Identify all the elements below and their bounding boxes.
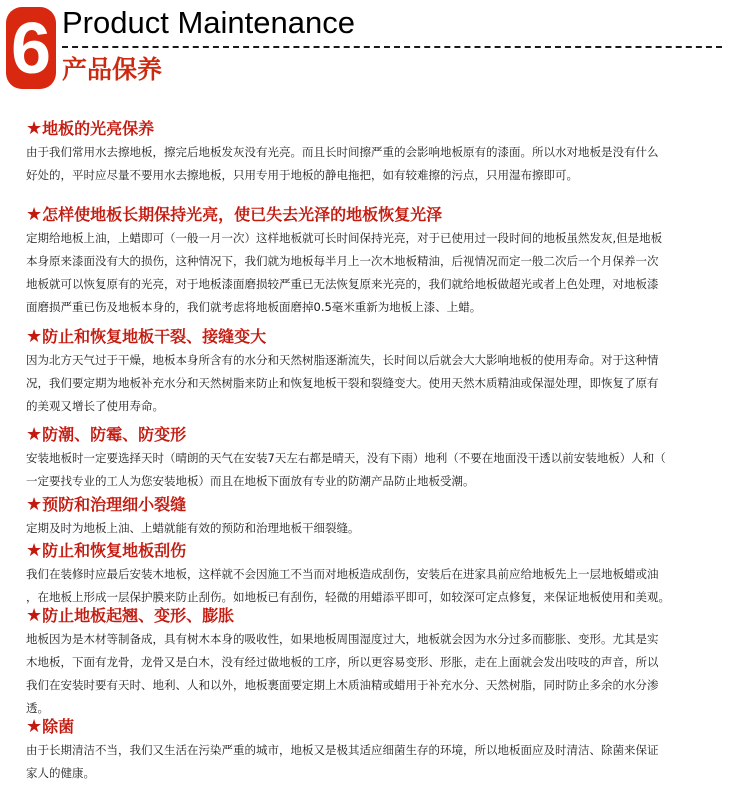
section-moisture-proof: [26, 424, 748, 493]
section-sterilization: [26, 716, 748, 785]
section-heading: [26, 540, 748, 562]
section-scratches: [26, 540, 748, 609]
section-body: 因为北方天气过于干燥，地板本身所含有的水分和天然树脂逐渐流失，长时间以后就会大大影响地板的使用寿命。对于这种情 况，我们要定期为地板补充水分和天然树脂来防止和恢复地板干裂和裂缝变大。使用天然木质精油或保湿处理，即恢复了原有 的美观又增长了使用寿命。: [26, 353, 659, 413]
title-divider: [62, 46, 722, 48]
star-icon: ★: [26, 424, 43, 445]
section-heading: [26, 204, 748, 226]
section-number-badge: [6, 7, 56, 89]
section-heading: [26, 424, 748, 446]
heading-text: 防止和恢复地板干裂、接缝变大: [42, 327, 267, 346]
section-header: [0, 0, 750, 100]
section-fine-cracks: [26, 494, 748, 540]
section-body: 由于长期清洁不当，我们又生活在污染严重的城市，地板又是极其适应细菌生存的环境，所以地板面应及时清洁、除菌来保证 家人的健康。: [26, 743, 659, 780]
section-prevent-cracking: [26, 326, 748, 418]
section-body: 定期及时为地板上油、上蜡就能有效的预防和治理地板干细裂缝。: [26, 521, 360, 535]
heading-text: 怎样使地板长期保持光亮，使已失去光泽的地板恢复光泽: [42, 205, 443, 224]
heading-text: 防止和恢复地板刮伤: [42, 541, 187, 560]
section-heading: [26, 326, 748, 348]
section-body: 定期给地板上油，上蜡即可（一般一月一次）这样地板就可长时间保持光亮，对于已使用过一段时间的地板虽然发灰,但是地板 本身原来漆面没有大的损伤，这种情况下，我们就为地板每半月上一次木地板精油，后视情况而定一般二次后一个月保养一次 地板就可以恢复原有的光亮，对于地板漆面磨损较严重已无法恢复原来光亮的，我们就给地板做超光或者上色处理，对地板漆 面磨损严重已伤及地板本身的，我们就考虑将地板面磨掉0.5毫米重新为地板上漆、上蜡。: [26, 231, 663, 314]
section-body: 地板因为是木材等制备成，具有树木本身的吸收性，如果地板周围湿度过大，地板就会因为水分过多而膨胀、变形。尤其是实 木地板，下面有龙骨，龙骨又是白木，没有经过做地板的工序，所以更容易变形、形胀，走在上面就会发出吱吱的声音，所以 我们在安装时要有天时、地利、人和以外，地板裹面要定期上木质油精或蜡用于补充水分、天然树脂，同时防止多余的水分渗 透。: [26, 632, 659, 715]
section-body: 安装地板时一定要选择天时（晴朗的天气在安装7天左右都是晴天，没有下雨）地利（不要在地面没干透以前安装地板）人和（ 一定要找专业的工人为您安装地板）而且在地板下面放有专业的防潮产品防止地板受潮。: [26, 451, 666, 488]
star-icon: ★: [26, 716, 43, 737]
section-gloss-care: [26, 118, 748, 187]
section-body: 由于我们常用水去擦地板，擦完后地板发灰没有光亮。而且长时间擦严重的会影响地板原有的漆面。所以水对地板是没有什么 好处的，平时应尽量不要用水去擦地板，只用专用于地板的静电拖把，如有较难擦的污点，只用湿布擦即可。: [26, 145, 659, 182]
section-heading: [26, 118, 748, 140]
section-body: 我们在装修时应最后安装木地板，这样就不会因施工不当而对地板造成刮伤，安装后在进家具前应给地板先上一层地板蜡或油 ，在地板上形成一层保护膜来防止刮伤。如地板已有刮伤，轻微的用蜡添平即可，如较深可定点修复，来保证地板使用和美观。: [26, 567, 670, 604]
star-icon: ★: [26, 118, 43, 139]
star-icon: ★: [26, 540, 43, 561]
section-keep-shine: [26, 204, 748, 319]
section-heading: [26, 716, 748, 738]
star-icon: ★: [26, 605, 43, 626]
heading-text: 除菌: [42, 717, 75, 736]
star-icon: ★: [26, 326, 43, 347]
star-icon: ★: [26, 494, 43, 515]
section-warping: [26, 605, 748, 720]
section-number: 6: [10, 9, 52, 89]
section-heading: [26, 605, 748, 627]
heading-text: 防潮、防霉、防变形: [42, 425, 187, 444]
page-title-chinese: 产品保养: [62, 55, 163, 84]
heading-text: 地板的光亮保养: [42, 119, 155, 138]
heading-text: 预防和治理细小裂缝: [42, 495, 187, 514]
section-heading: [26, 494, 748, 516]
star-icon: ★: [26, 204, 43, 225]
page-title-english: Product Maintenance: [62, 5, 355, 40]
heading-text: 防止地板起翘、变形、膨胀: [42, 606, 235, 625]
